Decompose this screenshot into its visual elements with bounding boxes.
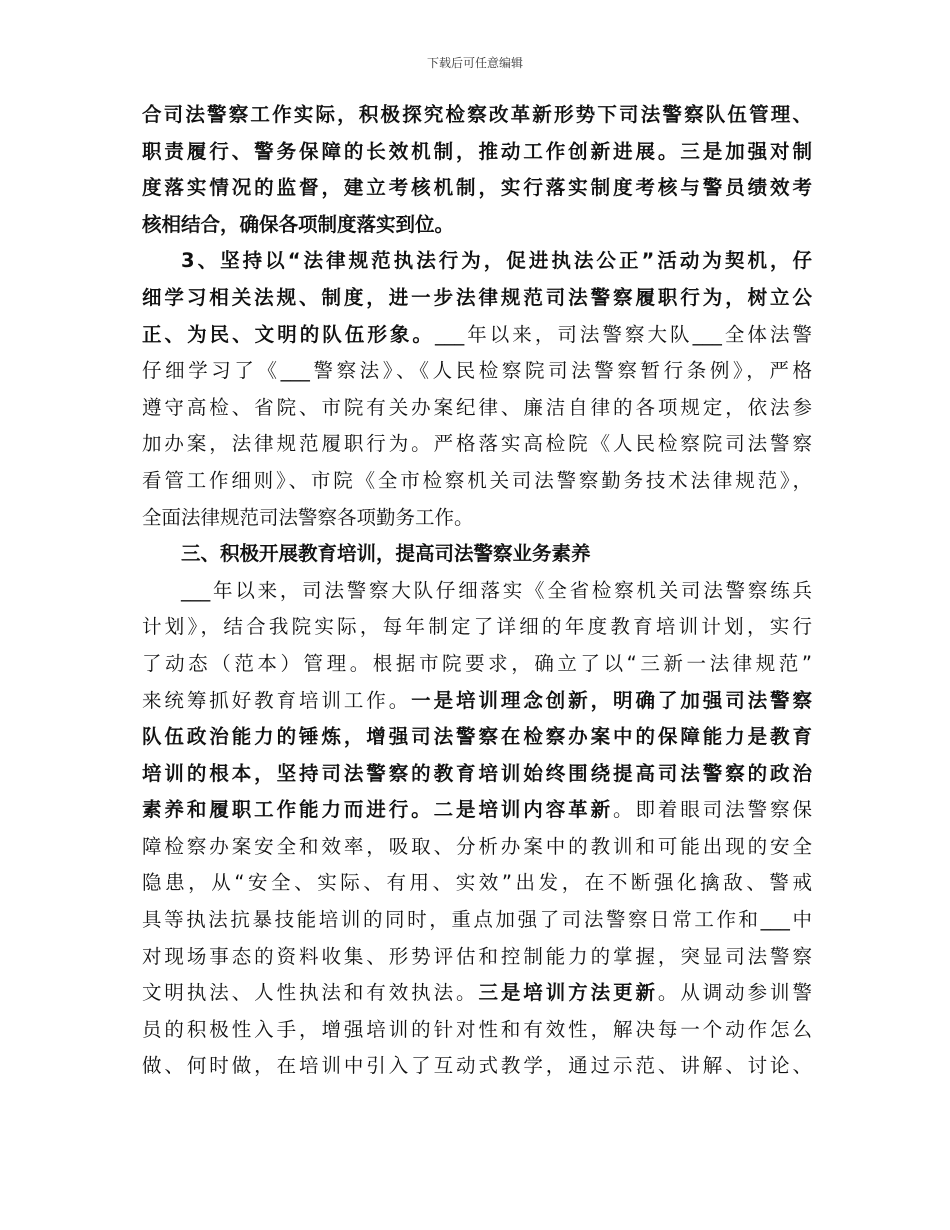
text-line: [142, 317, 812, 354]
text-line: [142, 646, 812, 683]
bold-text-segment: 核相结合，确保各项制度落实到位。: [142, 212, 455, 236]
text-line: [142, 939, 812, 976]
text-segment: 障检察办案安全和效率，吸取、分析办案中的教训和可能出现的安全: [142, 834, 812, 858]
text-line: [142, 902, 812, 939]
text-line: [142, 390, 812, 427]
bold-text-segment: 合司法警察工作实际，积极探究检察改革新形势下司法警察队伍管理、: [142, 103, 812, 126]
text-segment: 。即着眼司法警察保: [613, 798, 812, 822]
text-line: [142, 719, 812, 756]
text-line: [142, 1048, 812, 1085]
document-body: [142, 97, 812, 1085]
text-segment: 了动态（范本）管理。根据市院要求，确立了以“三新一法律规范”: [142, 651, 812, 675]
bold-text-segment: 三、积极开展教育培训，提高司法警察业务素养: [181, 542, 591, 566]
text-line: [142, 500, 812, 537]
text-segment: 对现场事态的资料收集、形势评估和控制能力的掌握，突显司法警察: [142, 944, 812, 968]
bold-text-segment: 素养和履职工作能力而进行。二是培训内容革新: [142, 798, 614, 822]
text-segment: ___年以来，司法警察大队仔细落实《全省检察机关司法警察练兵: [181, 578, 812, 602]
bold-text-segment: 三是培训方法更新: [478, 981, 658, 1005]
text-segment: 来统筹抓好教育培训工作。: [142, 688, 412, 712]
text-segment: ___年以来，司法警察大队___全体法警: [434, 322, 812, 346]
text-segment: 。从调动参训警: [657, 981, 812, 1005]
text-segment: 计划》，结合我院实际，每年制定了详细的年度教育培训计划，实行: [142, 615, 812, 639]
text-line: [142, 536, 812, 573]
text-line: [142, 792, 812, 829]
text-line: [142, 756, 812, 793]
bold-text-segment: 队伍政治能力的锤炼，增强司法警察在检察办案中的保障能力是教育: [142, 725, 812, 749]
text-line: [142, 280, 812, 317]
text-segment: 仔细学习了《___警察法》、《人民检察院司法警察暂行条例》，严格: [142, 359, 812, 383]
text-segment: 全面法律规范司法警察各项勤务工作。: [142, 505, 474, 529]
text-line: [142, 97, 812, 134]
text-segment: 隐患，从“安全、实际、有用、实效”出发，在不断强化擒敌、警戒: [142, 871, 812, 895]
text-line: [142, 865, 812, 902]
bold-text-segment: 培训的根本，坚持司法警察的教育培训始终围绕提高司法警察的政治: [142, 761, 812, 785]
text-line: [142, 683, 812, 720]
text-segment: 看管工作细则》、市院《全市检察机关司法警察勤务技术法律规范》，: [142, 468, 812, 492]
text-segment: 员的积极性入手，增强培训的针对性和有效性，解决每一个动作怎么: [142, 1017, 812, 1041]
text-line: [142, 243, 812, 280]
text-line: [142, 353, 812, 390]
bold-text-segment: 职责履行、警务保障的长效机制，推动工作创新进展。三是加强对制: [142, 139, 812, 163]
text-segment: 加办案，法律规范履职行为。严格落实高检院《人民检察院司法警察: [142, 432, 812, 456]
text-segment: 做、何时做，在培训中引入了互动式教学，通过示范、讲解、讨论、: [142, 1054, 812, 1078]
text-line: [142, 829, 812, 866]
bold-text-segment: 3、坚持以“法律规范执法行为，促进执法公正”活动为契机，仔: [181, 249, 812, 273]
bold-text-segment: 正、为民、文明的队伍形象。: [142, 322, 435, 346]
text-line: [142, 426, 812, 463]
text-segment: 文明执法、人性执法和有效执法。: [142, 981, 479, 1005]
text-segment: 遵守高检、省院、市院有关办案纪律、廉洁自律的各项规定，依法参: [142, 395, 812, 419]
bold-text-segment: 一是培训理念创新，明确了加强司法警察: [411, 688, 812, 712]
bold-text-segment: 度落实情况的监督，建立考核机制，实行落实制度考核与警员绩效考: [142, 176, 812, 200]
text-line: [142, 207, 812, 244]
text-line: [142, 170, 812, 207]
page-header-note: 下载后可任意编辑: [426, 56, 523, 70]
text-line: [142, 609, 812, 646]
text-line: [142, 134, 812, 171]
text-line: [142, 573, 812, 610]
text-line: [142, 1012, 812, 1049]
bold-text-segment: 细学习相关法规、制度，进一步法律规范司法警察履职行为，树立公: [142, 285, 812, 309]
text-line: [142, 975, 812, 1012]
text-line: [142, 463, 812, 500]
text-segment: 具等执法抗暴技能培训的同时，重点加强了司法警察日常工作和___中: [142, 908, 812, 932]
